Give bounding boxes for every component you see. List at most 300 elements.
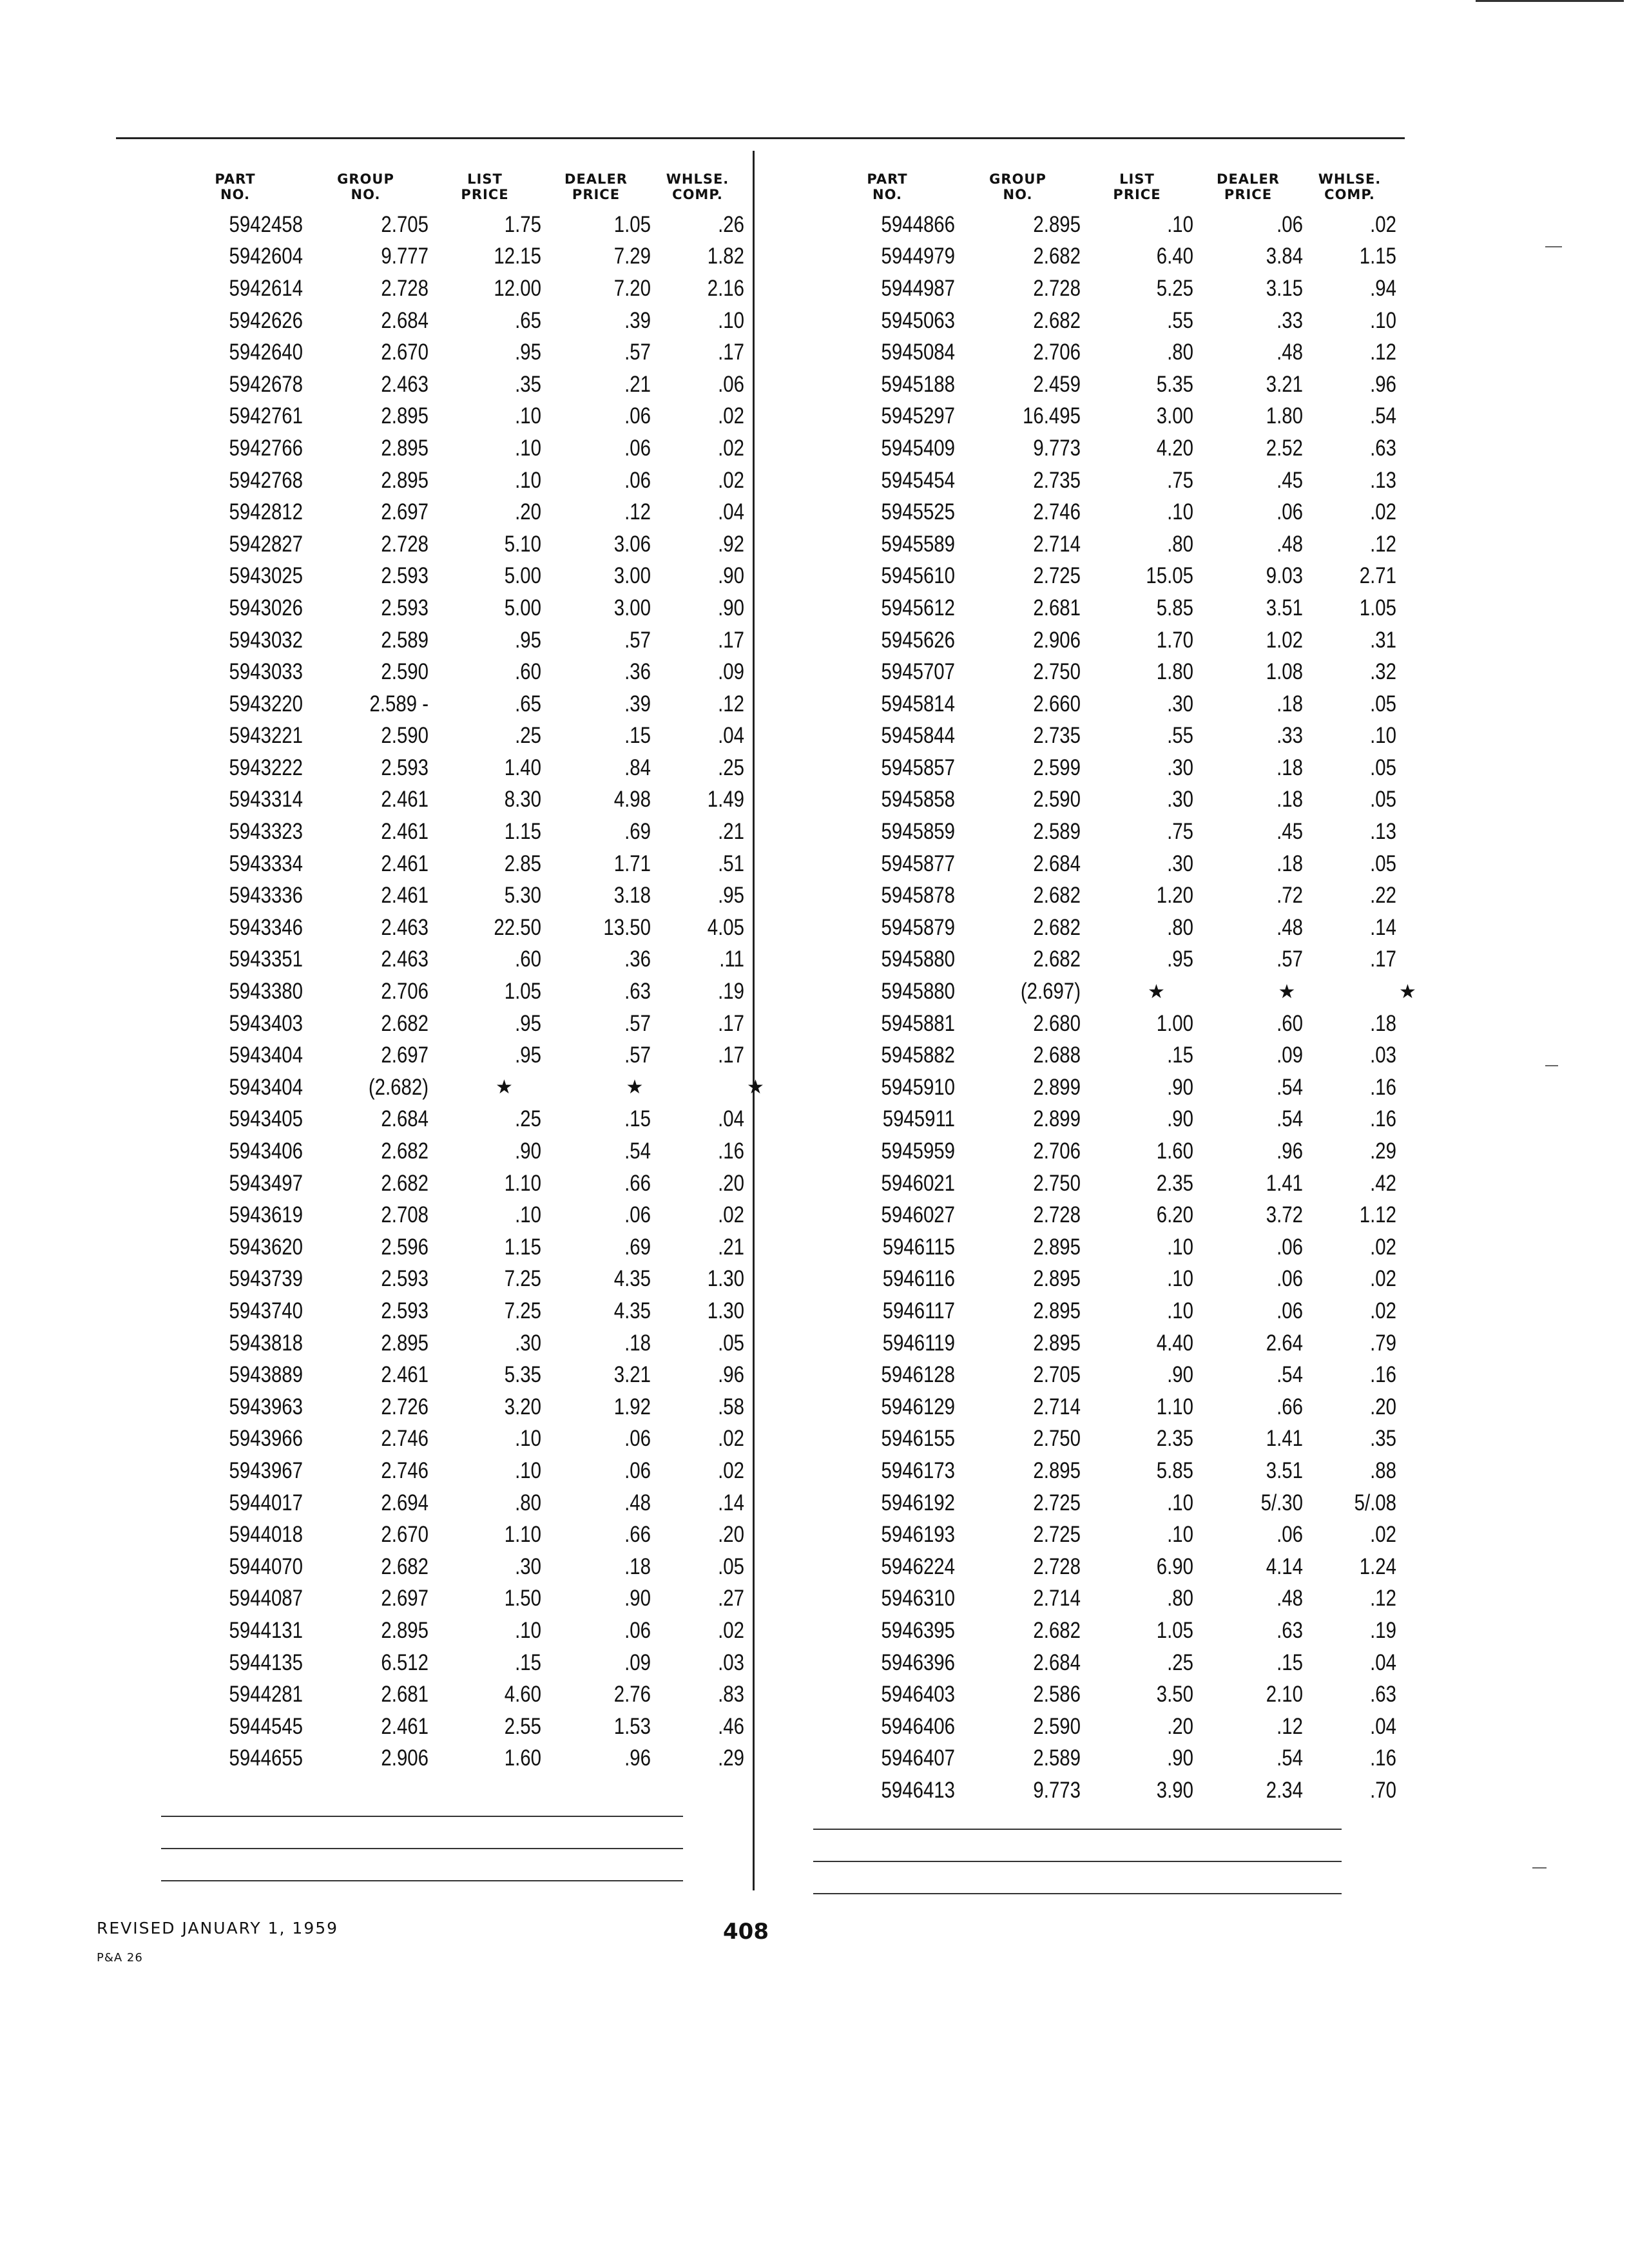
cell-group-no: 2.670	[381, 340, 429, 365]
cell-dealer-price: .18	[1277, 787, 1303, 812]
cell-part-no: 5946021	[881, 1170, 955, 1196]
cell-dealer-price: 4.35	[613, 1298, 651, 1323]
cell-part-no: 5945084	[881, 340, 955, 365]
cell-list-price: .10	[515, 467, 541, 493]
cell-list-price: 5.10	[504, 531, 541, 557]
table-row	[168, 336, 802, 369]
cell-whlse-comp: .22	[1370, 883, 1396, 908]
cell-part-no: 5943740	[229, 1298, 303, 1323]
table-row	[168, 1647, 802, 1679]
cell-dealer-price: .57	[624, 340, 651, 365]
cell-part-no: 5942827	[229, 531, 303, 557]
cell-list-price: .10	[515, 1457, 541, 1483]
header-dealer-price: DEALER PRICE	[564, 171, 628, 202]
table-row	[168, 1295, 802, 1327]
scan-mark	[1532, 1867, 1547, 1869]
blank-line	[813, 1893, 1342, 1894]
cell-group-no: 2.728	[1033, 1553, 1081, 1579]
cell-group-no: 2.590	[381, 659, 429, 685]
cell-group-no: 2.746	[1033, 499, 1081, 525]
cell-group-no: 2.682	[381, 1010, 429, 1036]
cell-list-price: 6.40	[1156, 244, 1193, 269]
cell-part-no: 5944017	[229, 1490, 303, 1515]
table-row	[168, 1615, 802, 1647]
cell-group-no: 2.735	[1033, 723, 1081, 749]
cell-whlse-comp: .20	[718, 1522, 744, 1548]
cell-group-no: 2.590	[1033, 1713, 1081, 1739]
cell-part-no: 5944987	[881, 275, 955, 301]
cell-whlse-comp: .04	[1370, 1713, 1396, 1739]
cell-part-no: 5945707	[881, 659, 955, 685]
table-row	[168, 1104, 802, 1136]
cell-part-no: 5942768	[229, 467, 303, 493]
cell-dealer-price: 2.52	[1266, 435, 1303, 461]
cell-list-price: .90	[1167, 1745, 1193, 1771]
cell-whlse-comp: .09	[718, 659, 744, 685]
table-row	[820, 1168, 1454, 1200]
cell-group-no: 2.682	[1033, 947, 1081, 972]
table-row	[168, 592, 802, 624]
cell-dealer-price: 1.53	[613, 1713, 651, 1739]
header-list-price: LIST PRICE	[461, 171, 509, 202]
revised-date: REVISED JANUARY 1, 1959	[97, 1919, 339, 1937]
cell-dealer-price: .48	[624, 1490, 651, 1515]
cell-list-price: 7.25	[504, 1266, 541, 1292]
cell-dealer-price: .18	[624, 1553, 651, 1579]
cell-part-no: 5944018	[229, 1522, 303, 1548]
cell-dealer-price: .06	[624, 1617, 651, 1643]
table-row	[820, 273, 1454, 305]
cell-whlse-comp: .16	[1370, 1074, 1396, 1100]
cell-dealer-price: 3.06	[613, 531, 651, 557]
cell-group-no: 2.906	[381, 1745, 429, 1771]
cell-list-price: 2.35	[1156, 1170, 1193, 1196]
cell-dealer-price: .12	[624, 499, 651, 525]
cell-part-no: 5943406	[229, 1139, 303, 1164]
table-row	[168, 1072, 802, 1104]
cell-list-price: 5.30	[504, 883, 541, 908]
cell-part-no: 5945626	[881, 627, 955, 653]
cell-part-no: 5943405	[229, 1106, 303, 1132]
table-row	[820, 1104, 1454, 1136]
cell-dealer-price: .39	[624, 691, 651, 716]
cell-whlse-comp: .20	[718, 1170, 744, 1196]
cell-group-no: 2.906	[1033, 627, 1081, 653]
cell-dealer-price: .36	[624, 659, 651, 685]
cell-whlse-comp: ★	[747, 1077, 764, 1099]
cell-part-no: 5943380	[229, 979, 303, 1004]
cell-group-no: 2.589	[1033, 1745, 1081, 1771]
cell-dealer-price: 3.18	[613, 883, 651, 908]
cell-part-no: 5944979	[881, 244, 955, 269]
table-row	[820, 879, 1454, 912]
cell-dealer-price: 3.84	[1266, 244, 1303, 269]
table-row	[820, 305, 1454, 337]
cell-part-no: 5943818	[229, 1330, 303, 1356]
cell-group-no: 2.706	[1033, 340, 1081, 365]
cell-list-price: .95	[515, 1010, 541, 1036]
cell-list-price: 5.85	[1156, 595, 1193, 620]
cell-dealer-price: .54	[624, 1139, 651, 1164]
table-row	[820, 496, 1454, 528]
cell-group-no: 2.682	[1033, 883, 1081, 908]
table-row	[168, 688, 802, 720]
cell-whlse-comp: .10	[1370, 723, 1396, 749]
table-row	[820, 561, 1454, 593]
cell-part-no: 5945882	[881, 1043, 955, 1068]
cell-part-no: 5943620	[229, 1234, 303, 1260]
cell-part-no: 5943404	[229, 1043, 303, 1068]
cell-group-no: (2.697)	[1020, 979, 1081, 1004]
cell-list-price: .10	[515, 435, 541, 461]
left-price-table	[168, 156, 802, 1774]
cell-part-no: 5942766	[229, 435, 303, 461]
cell-group-no: 2.589	[1033, 819, 1081, 845]
cell-list-price: .30	[1167, 850, 1193, 876]
cell-dealer-price: .06	[1277, 1266, 1303, 1292]
cell-group-no: 2.463	[381, 371, 429, 397]
cell-list-price: .10	[515, 1202, 541, 1228]
cell-group-no: 2.895	[1033, 1234, 1081, 1260]
cell-list-price: .10	[515, 1617, 541, 1643]
cell-group-no: 2.708	[381, 1202, 429, 1228]
cell-part-no: 5944281	[229, 1682, 303, 1707]
cell-dealer-price: 1.92	[613, 1394, 651, 1419]
cell-part-no: 5945878	[881, 883, 955, 908]
table-row	[168, 912, 802, 944]
cell-dealer-price: ★	[626, 1077, 644, 1099]
cell-part-no: 5943497	[229, 1170, 303, 1196]
table-row	[168, 1327, 802, 1360]
cell-part-no: 5945877	[881, 850, 955, 876]
corner-mark	[1476, 0, 1624, 2]
cell-whlse-comp: .17	[718, 1043, 744, 1068]
cell-group-no: 2.681	[1033, 595, 1081, 620]
table-row	[168, 305, 802, 337]
cell-whlse-comp: .16	[1370, 1745, 1396, 1771]
table-row	[168, 752, 802, 784]
cell-dealer-price: 4.14	[1266, 1553, 1303, 1579]
cell-whlse-comp: .02	[718, 1457, 744, 1483]
cell-part-no: 5945063	[881, 307, 955, 333]
cell-group-no: 2.714	[1033, 531, 1081, 557]
cell-dealer-price: .15	[624, 1106, 651, 1132]
cell-group-no: 2.750	[1033, 1170, 1081, 1196]
cell-dealer-price: .54	[1277, 1106, 1303, 1132]
table-row	[820, 1678, 1454, 1711]
cell-group-no: 16.495	[1023, 403, 1081, 429]
cell-group-no: 2.682	[1033, 1617, 1081, 1643]
cell-dealer-price: .18	[1277, 754, 1303, 780]
cell-dealer-price: .48	[1277, 914, 1303, 940]
cell-dealer-price: .48	[1277, 531, 1303, 557]
cell-dealer-price: 9.03	[1266, 563, 1303, 589]
cell-dealer-price: .18	[624, 1330, 651, 1356]
cell-group-no: 2.459	[1033, 371, 1081, 397]
table-row	[820, 1519, 1454, 1551]
cell-list-price: 1.10	[504, 1522, 541, 1548]
header-part-no: PART NO.	[867, 171, 908, 202]
cell-group-no: 2.599	[1033, 754, 1081, 780]
blank-line	[813, 1829, 1342, 1830]
cell-part-no: 5942626	[229, 307, 303, 333]
cell-dealer-price: .18	[1277, 850, 1303, 876]
cell-whlse-comp: .20	[1370, 1394, 1396, 1419]
cell-group-no: 2.895	[1033, 1298, 1081, 1323]
cell-dealer-price: .54	[1277, 1362, 1303, 1388]
cell-group-no: 2.705	[381, 211, 429, 237]
table-row	[820, 1487, 1454, 1519]
cell-part-no: 5946395	[881, 1617, 955, 1643]
cell-list-price: 12.00	[494, 275, 541, 301]
cell-dealer-price: .45	[1277, 467, 1303, 493]
cell-list-price: .65	[515, 691, 541, 716]
cell-part-no: 5943336	[229, 883, 303, 908]
cell-dealer-price: .72	[1277, 883, 1303, 908]
cell-whlse-comp: .05	[718, 1553, 744, 1579]
cell-group-no: 2.706	[1033, 1139, 1081, 1164]
table-row	[168, 1423, 802, 1456]
cell-list-price: 3.90	[1156, 1777, 1193, 1803]
cell-whlse-comp: .14	[718, 1490, 744, 1515]
cell-part-no: 5946155	[881, 1426, 955, 1452]
blank-line	[161, 1880, 683, 1881]
cell-list-price: .80	[1167, 531, 1193, 557]
left-table-body	[168, 209, 802, 1774]
table-row	[820, 1551, 1454, 1583]
table-row	[820, 752, 1454, 784]
cell-part-no: 5945844	[881, 723, 955, 749]
cell-whlse-comp: .02	[1370, 1234, 1396, 1260]
cell-dealer-price: .06	[624, 435, 651, 461]
cell-list-price: .10	[1167, 1298, 1193, 1323]
cell-list-price: .90	[1167, 1074, 1193, 1100]
cell-dealer-price: 3.00	[613, 595, 651, 620]
cell-group-no: 2.461	[381, 1362, 429, 1388]
cell-group-no: 2.682	[1033, 307, 1081, 333]
cell-whlse-comp: 1.30	[707, 1266, 744, 1292]
cell-whlse-comp: .19	[718, 979, 744, 1004]
cell-part-no: 5943222	[229, 754, 303, 780]
cell-list-price: .10	[515, 1426, 541, 1452]
header-whlse-comp: WHLSE. COMP.	[1318, 171, 1382, 202]
cell-list-price: 1.15	[504, 1234, 541, 1260]
cell-dealer-price: 1.71	[613, 850, 651, 876]
cell-group-no: 2.895	[1033, 1266, 1081, 1292]
cell-group-no: 2.463	[381, 947, 429, 972]
cell-dealer-price: 1.02	[1266, 627, 1303, 653]
cell-group-no: 2.684	[1033, 1649, 1081, 1675]
cell-dealer-price: 3.15	[1266, 275, 1303, 301]
cell-list-price: 1.15	[504, 819, 541, 845]
cell-group-no: 2.746	[381, 1457, 429, 1483]
cell-part-no: 5945859	[881, 819, 955, 845]
cell-whlse-comp: .05	[1370, 787, 1396, 812]
cell-part-no: 5945297	[881, 403, 955, 429]
cell-part-no: 5944087	[229, 1586, 303, 1611]
cell-group-no: 2.728	[1033, 1202, 1081, 1228]
scan-mark	[1545, 246, 1562, 247]
cell-group-no: 2.593	[381, 1298, 429, 1323]
table-row	[168, 1743, 802, 1775]
cell-list-price: 1.00	[1156, 1010, 1193, 1036]
table-row	[820, 848, 1454, 880]
cell-list-price: .10	[1167, 1522, 1193, 1548]
cell-part-no: 5945881	[881, 1010, 955, 1036]
cell-whlse-comp: .02	[718, 435, 744, 461]
cell-group-no: 2.750	[1033, 1426, 1081, 1452]
table-row	[168, 1678, 802, 1711]
cell-whlse-comp: .02	[718, 1426, 744, 1452]
cell-part-no: 5943966	[229, 1426, 303, 1452]
cell-group-no: 2.681	[381, 1682, 429, 1707]
cell-group-no: 2.586	[1033, 1682, 1081, 1707]
header-group-no: GROUP NO.	[989, 171, 1046, 202]
right-table-body	[820, 209, 1454, 1807]
cell-dealer-price: 13.50	[603, 914, 651, 940]
cell-dealer-price: .69	[624, 1234, 651, 1260]
cell-part-no: 5945188	[881, 371, 955, 397]
cell-group-no: 6.512	[381, 1649, 429, 1675]
left-table-header	[168, 156, 802, 202]
cell-dealer-price: 4.98	[613, 787, 651, 812]
cell-list-price: .25	[515, 723, 541, 749]
cell-part-no: 5942604	[229, 244, 303, 269]
table-row	[168, 1455, 802, 1487]
table-row	[820, 432, 1454, 465]
blank-line	[161, 1816, 683, 1817]
cell-group-no: 2.590	[381, 723, 429, 749]
cell-whlse-comp: .96	[718, 1362, 744, 1388]
cell-dealer-price: .39	[624, 307, 651, 333]
cell-list-price: .55	[1167, 307, 1193, 333]
cell-part-no: 5943739	[229, 1266, 303, 1292]
cell-whlse-comp: .96	[1370, 371, 1396, 397]
table-row	[820, 241, 1454, 273]
cell-list-price: 1.60	[1156, 1139, 1193, 1164]
cell-list-price: 6.20	[1156, 1202, 1193, 1228]
table-row	[820, 656, 1454, 688]
cell-whlse-comp: 1.30	[707, 1298, 744, 1323]
cell-dealer-price: .84	[624, 754, 651, 780]
cell-dealer-price: .06	[1277, 211, 1303, 237]
cell-group-no: 2.725	[1033, 1490, 1081, 1515]
table-row	[820, 1295, 1454, 1327]
table-row	[820, 624, 1454, 657]
blank-line	[813, 1861, 1342, 1862]
cell-group-no: 2.593	[381, 563, 429, 589]
cell-group-no: 2.697	[381, 1043, 429, 1068]
cell-dealer-price: 3.21	[613, 1362, 651, 1388]
cell-dealer-price: .63	[624, 979, 651, 1004]
table-row	[168, 816, 802, 848]
table-row	[820, 209, 1454, 241]
cell-group-no: 2.593	[381, 595, 429, 620]
cell-whlse-comp: .04	[718, 1106, 744, 1132]
cell-part-no: 5945858	[881, 787, 955, 812]
cell-part-no: 5945879	[881, 914, 955, 940]
cell-list-price: .90	[515, 1139, 541, 1164]
cell-list-price: .75	[1167, 819, 1193, 845]
table-row	[168, 1231, 802, 1264]
cell-dealer-price: 1.05	[613, 211, 651, 237]
cell-group-no: 2.697	[381, 499, 429, 525]
cell-whlse-comp: 1.05	[1359, 595, 1396, 620]
cell-whlse-comp: .13	[1370, 467, 1396, 493]
cell-list-price: 1.80	[1156, 659, 1193, 685]
cell-whlse-comp: .79	[1370, 1330, 1396, 1356]
cell-list-price: 1.60	[504, 1745, 541, 1771]
cell-whlse-comp: .88	[1370, 1457, 1396, 1483]
cell-group-no: 2.706	[381, 979, 429, 1004]
cell-whlse-comp: .25	[718, 754, 744, 780]
cell-whlse-comp: .16	[1370, 1362, 1396, 1388]
table-row	[820, 1391, 1454, 1423]
cell-dealer-price: 3.51	[1266, 1457, 1303, 1483]
cell-whlse-comp: .12	[1370, 340, 1396, 365]
table-row	[168, 784, 802, 816]
cell-part-no: 5942640	[229, 340, 303, 365]
cell-group-no: 2.590	[1033, 787, 1081, 812]
cell-whlse-comp: .31	[1370, 627, 1396, 653]
cell-part-no: 5943220	[229, 691, 303, 716]
cell-group-no: 2.899	[1033, 1074, 1081, 1100]
cell-group-no: 2.705	[1033, 1362, 1081, 1388]
cell-part-no: 5946117	[882, 1298, 955, 1323]
cell-list-price: 5.85	[1156, 1457, 1193, 1483]
cell-part-no: 5943314	[229, 787, 303, 812]
table-row	[168, 1359, 802, 1391]
table-row	[168, 209, 802, 241]
cell-list-price: .20	[515, 499, 541, 525]
cell-dealer-price: 3.00	[613, 563, 651, 589]
cell-part-no: 5946116	[882, 1266, 955, 1292]
right-table-header	[820, 156, 1454, 202]
cell-list-price: 22.50	[494, 914, 541, 940]
header-whlse-comp: WHLSE. COMP.	[666, 171, 729, 202]
cell-part-no: 5945814	[881, 691, 955, 716]
cell-part-no: 5946128	[881, 1362, 955, 1388]
cell-whlse-comp: .05	[718, 1330, 744, 1356]
cell-whlse-comp: .02	[1370, 1522, 1396, 1548]
cell-list-price: 6.90	[1156, 1553, 1193, 1579]
cell-part-no: 5944545	[229, 1713, 303, 1739]
cell-part-no: 5946396	[881, 1649, 955, 1675]
table-row	[820, 1327, 1454, 1360]
cell-dealer-price: .48	[1277, 1586, 1303, 1611]
scan-mark	[1545, 1065, 1558, 1066]
cell-part-no: 5945911	[882, 1106, 955, 1132]
cell-group-no: 2.895	[381, 1330, 429, 1356]
cell-dealer-price: .48	[1277, 340, 1303, 365]
cell-group-no: 2.895	[381, 467, 429, 493]
cell-part-no: 5942761	[229, 403, 303, 429]
table-row	[820, 944, 1454, 976]
table-row	[168, 1008, 802, 1040]
cell-dealer-price: .57	[624, 627, 651, 653]
table-row	[820, 1264, 1454, 1296]
cell-list-price: 1.70	[1156, 627, 1193, 653]
cell-list-price: .75	[1167, 467, 1193, 493]
table-row	[168, 1711, 802, 1743]
table-row	[168, 432, 802, 465]
table-row	[820, 1615, 1454, 1647]
cell-group-no: 2.684	[1033, 850, 1081, 876]
cell-group-no: 2.735	[1033, 467, 1081, 493]
table-row	[168, 975, 802, 1008]
cell-dealer-price: .12	[1277, 1713, 1303, 1739]
table-row	[168, 465, 802, 497]
